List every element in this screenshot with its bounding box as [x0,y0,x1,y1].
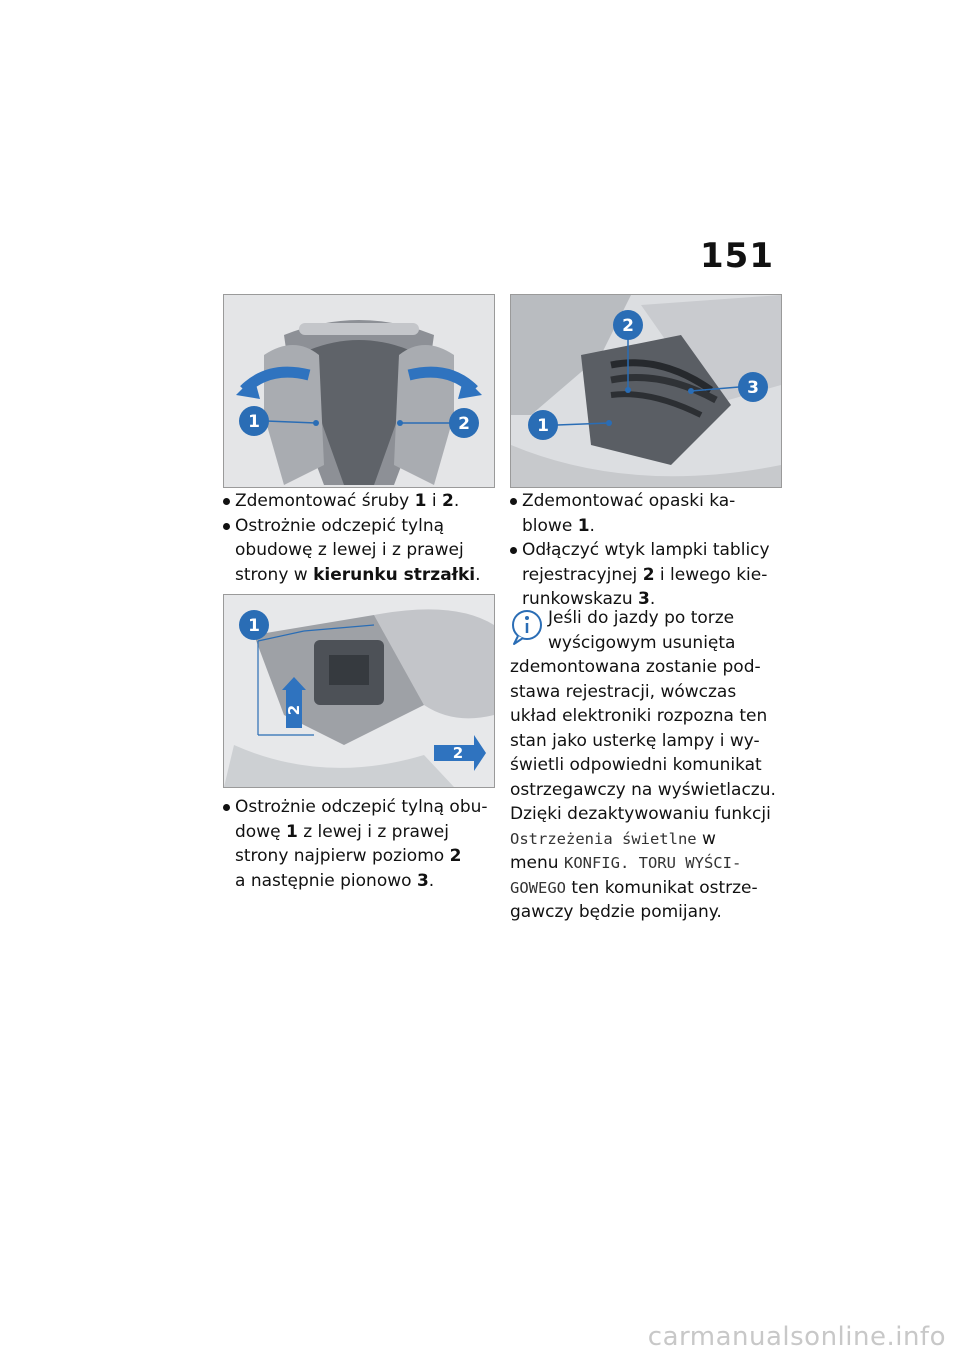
text: . [428,870,435,891]
callout-1: 1 [248,616,260,636]
text: . [475,564,481,585]
emphasis-text: kierunku strzałki [313,564,476,585]
text: . [649,589,656,609]
text: strony w [235,564,314,585]
figure-rear-cover-screws-illustration [224,295,494,487]
figure-cable-ties-illustration [511,295,781,487]
menu-name-continued: GOWEGO [510,878,566,897]
text: Zdemontować śruby [235,491,415,511]
ref-number: 2 [449,846,462,866]
menu-function-name: Ostrzeżenia świetlne [510,829,697,848]
text: runkowskazu [522,589,639,609]
text-line: Dzięki dezaktywowaniu funkcji [510,804,771,824]
ref-number: 2 [442,491,454,511]
text: z lewej i z prawej [297,821,449,842]
callout-3: 3 [747,378,759,398]
text: . [453,491,460,511]
left-instructions-2 [223,795,503,893]
instruction-remove-screws [223,489,503,514]
right-instructions [510,489,785,612]
instruction-detach-cover [223,514,503,588]
instruction-disconnect-plug [510,538,785,612]
text-line: Odłączyć wtyk lampki tablicy [522,540,770,560]
figure-rear-cover-release-illustration [224,595,494,787]
text: i lewego kie- [654,564,768,585]
menu-name: KONFIG. TORU WYŚCI- [563,854,742,872]
text: i [426,491,443,511]
info-note [510,606,782,925]
text-line: świetli odpowiedni komunikat [510,755,762,775]
text: dowę [235,821,286,842]
figure-rear-cover-release [223,594,495,788]
text-line: Jeśli do jazdy po torze [548,608,735,628]
text-line: obudowę z lewej i z prawej [235,540,464,560]
text: a następnie pionowo [235,870,417,891]
text: blowe [522,515,578,536]
ref-number: 3 [638,589,650,609]
text-line: stawa rejestracji, wówczas [510,681,737,702]
figure-cable-ties [510,294,782,488]
instruction-detach-rear-housing [223,795,503,893]
callout-2-horizontal: 2 [452,744,464,762]
text-line: ostrzegawczy na wyświetlaczu. [510,779,776,800]
ref-number: 2 [642,564,655,585]
callout-2-vertical: 2 [285,704,303,716]
callout-2: 2 [458,414,470,434]
instruction-remove-cable-ties [510,489,785,538]
text-line: stan jako usterkę lampy i wy- [510,730,760,751]
text-line: Zdemontować opaski ka- [522,491,736,511]
info-icon [510,608,544,646]
ref-number: 3 [416,870,429,891]
text: w [696,828,716,849]
ref-number: 1 [577,515,590,536]
left-instructions-1 [223,489,503,587]
text-line: wyścigowym usunięta [548,632,736,653]
figure-rear-cover-screws [223,294,495,488]
text-line: gawczy będzie pomijany. [510,902,722,922]
text-line: Ostrożnie odczepić tylną [235,515,445,536]
text: . [589,515,595,536]
text: rejestracyjnej [522,564,643,585]
callout-2: 2 [622,316,634,336]
text-line: układ elektroniki rozpozna ten [510,706,768,726]
text-line: zdemontowana zostanie pod- [510,657,761,677]
callout-1: 1 [537,416,549,436]
page-number: 151 [700,236,774,276]
text: menu [510,853,564,873]
watermark: carmanualsonline.info [647,1322,946,1352]
ref-number: 1 [414,491,427,511]
ref-number: 1 [285,821,298,842]
text: strony najpierw poziomo [235,846,450,866]
callout-1: 1 [248,412,260,432]
text: ten komunikat ostrze- [566,877,758,898]
text-line: Ostrożnie odczepić tylną obu- [235,797,488,817]
